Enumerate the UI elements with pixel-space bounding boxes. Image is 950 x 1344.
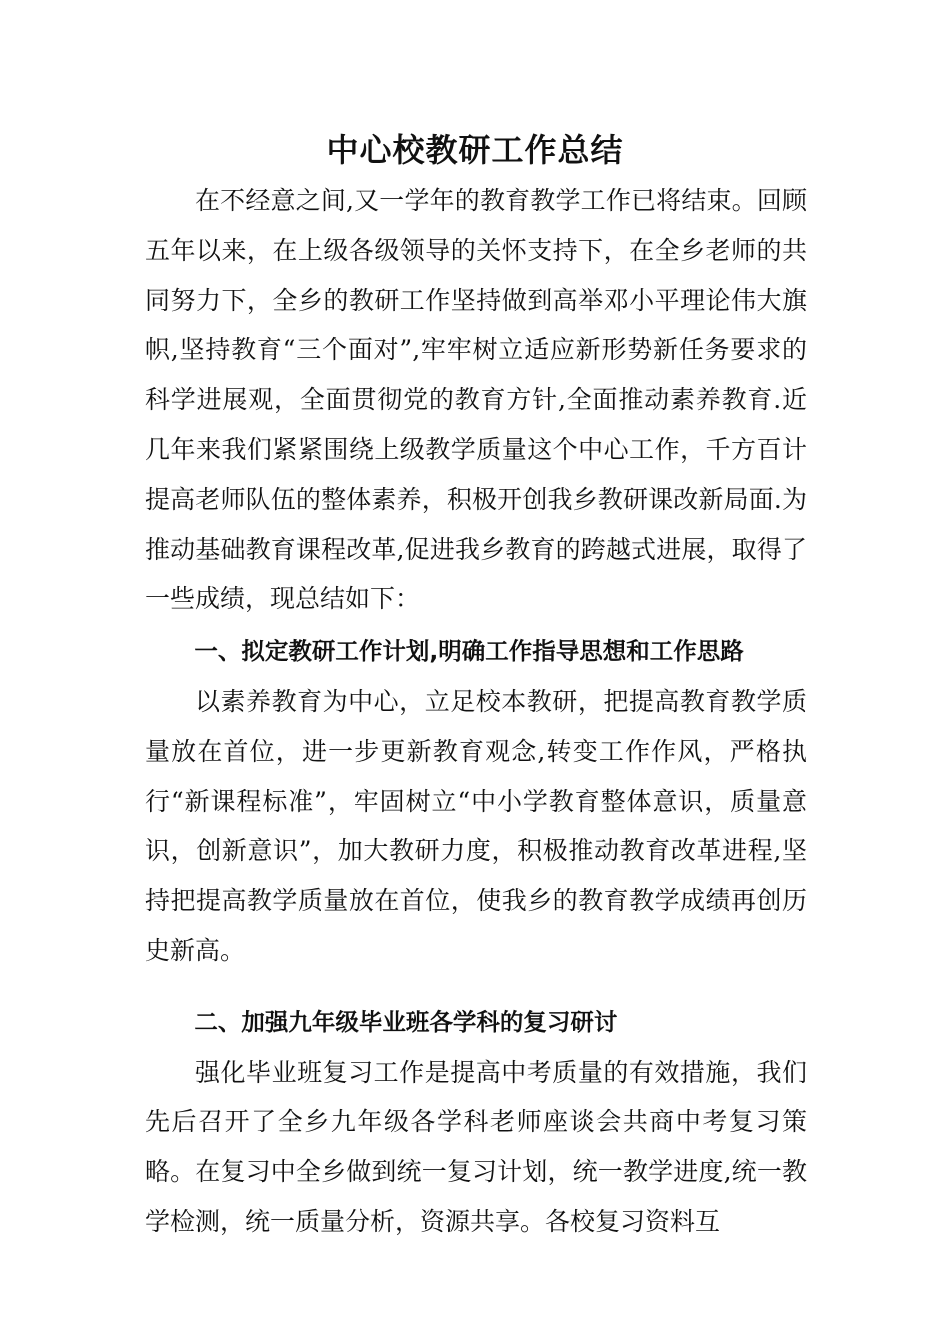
section-heading-2: 二、加强九年级毕业班各学科的复习研讨	[194, 1007, 618, 1036]
document-body	[145, 176, 807, 1247]
section-heading-1: 一、拟定教研工作计划,明确工作指导思想和工作思路	[194, 637, 744, 666]
section-2-paragraph: 强化毕业班复习工作是提高中考质量的有效措施，我们先后召开了全乡九年级各学科老师座谈会共商中考复习策略。在复习中全乡做到统一复习计划，统一教学进度,统一教学检测，统一质量分析，资源共享。各校复习资料互	[145, 1057, 807, 1236]
intro-paragraph: 在不经意之间,又一学年的教育教学工作已将结束。回顾五年以来，在上级各级领导的关怀支持下，在全乡老师的共同努力下，全乡的教研工作坚持做到高举邓小平理论伟大旗帜,坚持教育“三个面对”,牢牢树立适应新形势新任务要求的科学进展观，全面贯彻党的教育方针,全面推动素养教育.近几年来我们紧紧围绕上级教学质量这个中心工作，千方百计提高老师队伍的整体素养，积极开创我乡教研课改新局面.为推动基础教育课程改革,促进我乡教育的跨越式进展，取得了一些成绩，现总结如下：	[145, 186, 807, 614]
document-title: 中心校教研工作总结	[326, 131, 624, 169]
section-1-paragraph: 以素养教育为中心，立足校本教研，把提高教育教学质量放在首位，进一步更新教育观念,转变工作作风，严格执行“新课程标准”，牢固树立“中小学教育整体意识，质量意识，创新意识”，加大教研力度，积极推动教育改革进程,坚持把提高教学质量放在首位，使我乡的教育教学成绩再创历史新高。	[145, 686, 807, 965]
